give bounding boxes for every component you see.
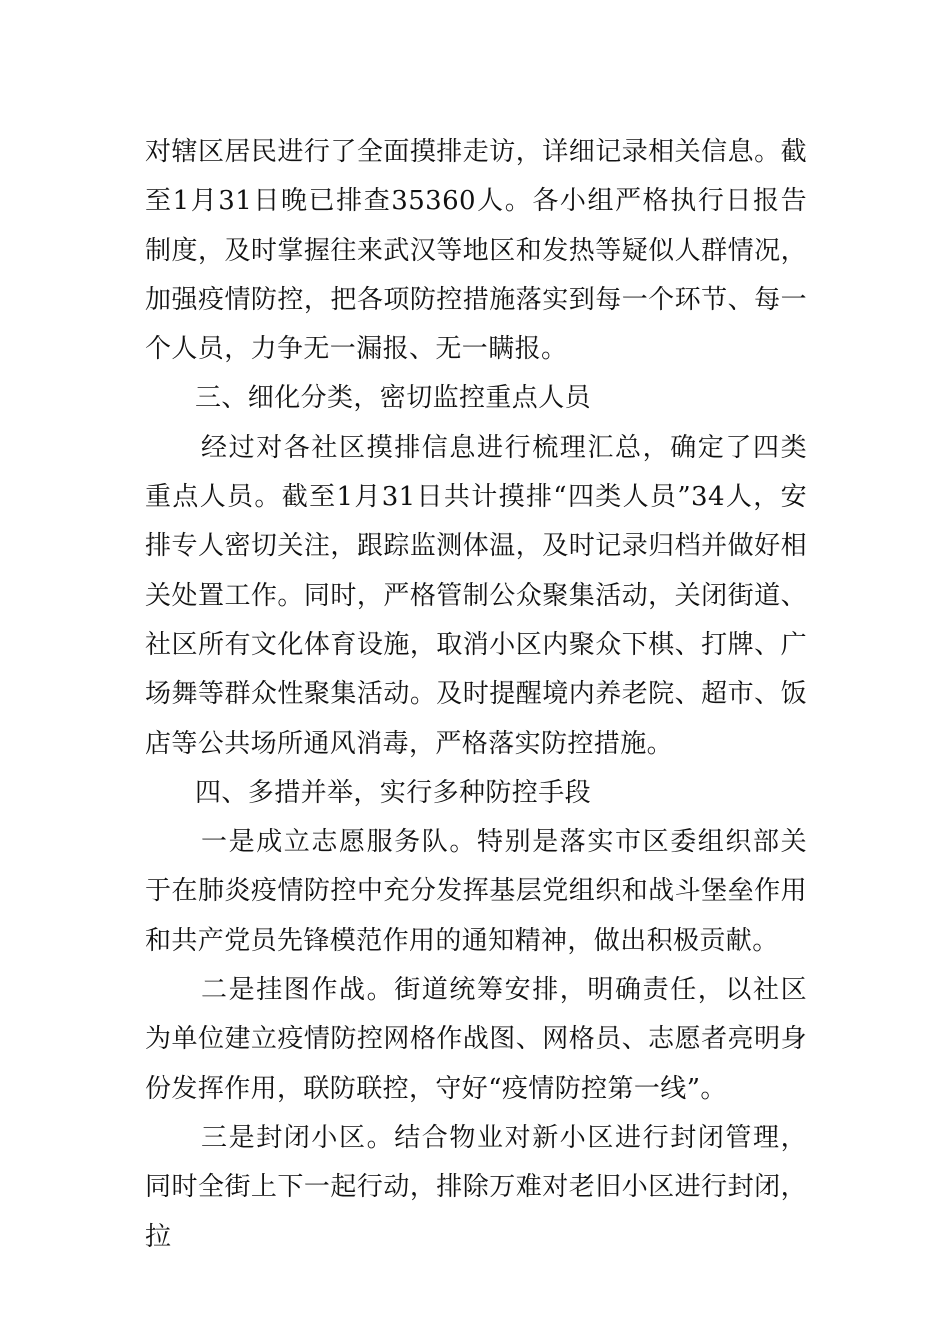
- body-paragraph-map-battle: 二是挂图作战。街道统筹安排，明确责任，以社区为单位建立疫情防控网格作战图、网格员、志愿者亮明身份发挥作用，联防联控，守好“疫情防控第一线”。: [145, 975, 807, 1104]
- section-heading-3: 三、细化分类，密切监控重点人员: [195, 383, 592, 414]
- section-heading-4: 四、多措并举，实行多种防控手段: [195, 777, 592, 808]
- document-body: [145, 128, 807, 1262]
- body-paragraph-key-persons: 经过对各社区摸排信息进行梳理汇总，确定了四类重点人员。截至1月31日共计摸排“四类人员”34人，安排专人密切关注，跟踪监测体温，及时记录归档并做好相关处置工作。同时，严格管制公众聚集活动，关闭街道、社区所有文化体育设施，取消小区内聚众下棋、打牌、广场舞等群众性聚集活动。及时提醒境内养老院、超市、饭店等公共场所通风消毒，严格落实防控措施。: [145, 432, 807, 759]
- body-paragraph-volunteers: 一是成立志愿服务队。特别是落实市区委组织部关于在肺炎疫情防控中充分发挥基层党组织和战斗堡垒作用和共产党员先锋模范作用的通知精神，做出积极贡献。: [145, 827, 807, 956]
- body-paragraph-closed-communities: 三是封闭小区。结合物业对新小区进行封闭管理，同时全街上下一起行动，排除万难对老旧小区进行封闭，拉: [145, 1122, 807, 1252]
- body-paragraph-continued-survey: 对辖区居民进行了全面摸排走访，详细记录相关信息。截至1月31日晚已排查35360人。各小组严格执行日报告制度，及时掌握往来武汉等地区和发热等疑似人群情况，加强疫情防控，把各项防控措施落实到每一个环节、每一个人员，力争无一漏报、无一瞒报。: [145, 137, 807, 365]
